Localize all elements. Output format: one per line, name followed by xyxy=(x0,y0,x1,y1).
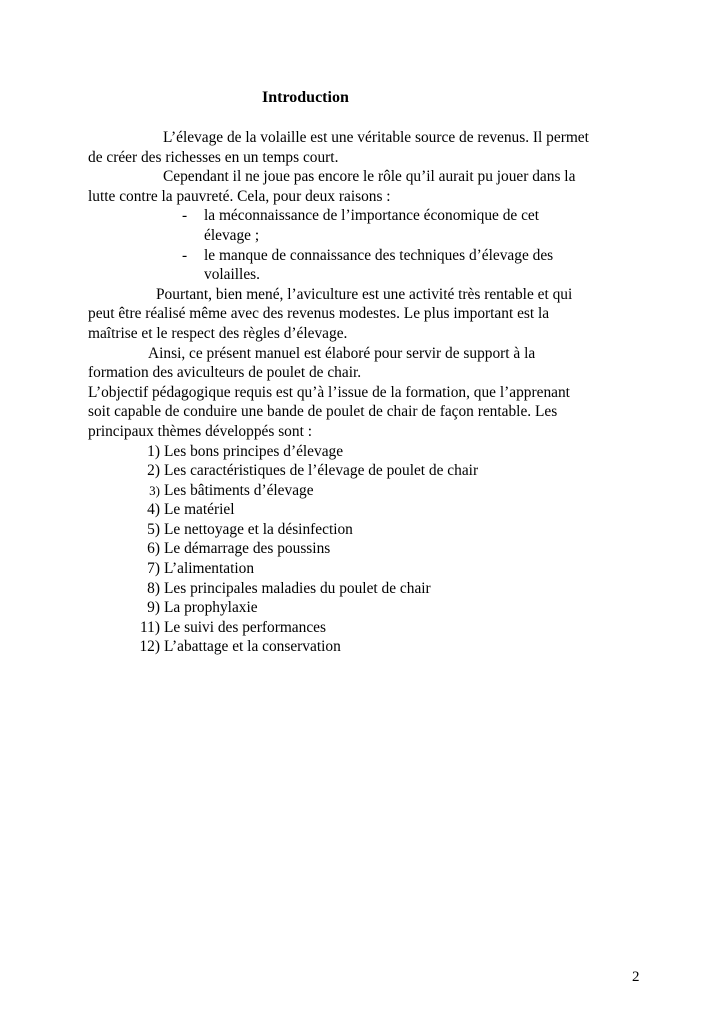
list-number: 3) xyxy=(149,482,160,498)
list-item xyxy=(88,559,648,579)
paragraph-line: soit capable de conduire une bande de poulet de chair de façon rentable. Les xyxy=(88,403,558,421)
list-item xyxy=(88,598,648,618)
bullet-dash: - xyxy=(182,246,188,264)
list-number: 6) xyxy=(147,540,160,558)
list-text: Le nettoyage et la désinfection xyxy=(164,520,353,538)
list-item xyxy=(88,637,648,657)
paragraph-line: maîtrise et le respect des règles d’élevage. xyxy=(88,324,348,342)
list-text: Le démarrage des poussins xyxy=(164,540,331,558)
list-item xyxy=(88,539,648,559)
paragraph-line: Pourtant, bien mené, l’aviculture est une activité très rentable et qui xyxy=(156,285,573,303)
bullet-text: le manque de connaissance des techniques d’élevage des xyxy=(204,246,554,264)
paragraph-line: L’élevage de la volaille est une véritable source de revenus. Il permet xyxy=(163,129,589,146)
list-item xyxy=(88,618,648,638)
list-text: Le suivi des performances xyxy=(164,618,326,636)
list-number: 2) xyxy=(147,462,160,480)
bullet-continuation: élevage ; xyxy=(204,226,260,244)
paragraph-line: principaux thèmes développés sont : xyxy=(88,422,312,440)
list-number: 12) xyxy=(139,638,160,656)
paragraph-line: de créer des richesses en un temps court. xyxy=(88,148,339,166)
page-title: Introduction xyxy=(262,89,349,106)
themes-list xyxy=(88,442,648,658)
list-text: La prophylaxie xyxy=(164,599,258,617)
list-text: Les principales maladies du poulet de chair xyxy=(164,579,431,597)
page-number: 2 xyxy=(632,969,640,985)
list-number: 1) xyxy=(147,442,160,460)
list-text: L’alimentation xyxy=(164,560,255,578)
list-number: 9) xyxy=(147,599,160,617)
paragraph-line: peut être réalisé même avec des revenus modestes. Le plus important est la xyxy=(88,305,550,323)
list-text: L’abattage et la conservation xyxy=(164,638,341,656)
list-item xyxy=(88,481,648,501)
list-item xyxy=(88,442,648,462)
list-number: 8) xyxy=(147,579,160,597)
list-item xyxy=(88,500,648,520)
list-number: 11) xyxy=(140,618,160,636)
list-number: 4) xyxy=(147,501,160,519)
list-item xyxy=(88,579,648,599)
list-number: 7) xyxy=(147,560,160,578)
bullet-continuation: volailles. xyxy=(204,266,260,284)
list-item xyxy=(88,520,648,540)
bullet-item xyxy=(88,246,648,266)
bullet-dash: - xyxy=(182,207,188,225)
paragraph-line: formation des aviculteurs de poulet de chair. xyxy=(88,364,362,382)
list-number: 5) xyxy=(147,520,160,538)
paragraph-line: lutte contre la pauvreté. Cela, pour deux raisons : xyxy=(88,187,391,205)
bullet-item xyxy=(88,206,648,226)
paragraph-line: L’objectif pédagogique requis est qu’à l’issue de la formation, que l’apprenant xyxy=(88,383,570,401)
bullet-text: la méconnaissance de l’importance économique de cet xyxy=(204,207,540,225)
paragraph-line: Cependant il ne joue pas encore le rôle qu’il aurait pu jouer dans la xyxy=(163,168,576,186)
body-text xyxy=(88,128,648,657)
list-text: Les caractéristiques de l’élevage de poulet de chair xyxy=(164,462,479,480)
paragraph-line: Ainsi, ce présent manuel est élaboré pour servir de support à la xyxy=(148,344,536,362)
list-item xyxy=(88,461,648,481)
list-text: Les bâtiments d’élevage xyxy=(164,481,314,499)
list-text: Le matériel xyxy=(164,501,235,519)
list-text: Les bons principes d’élevage xyxy=(164,442,344,460)
